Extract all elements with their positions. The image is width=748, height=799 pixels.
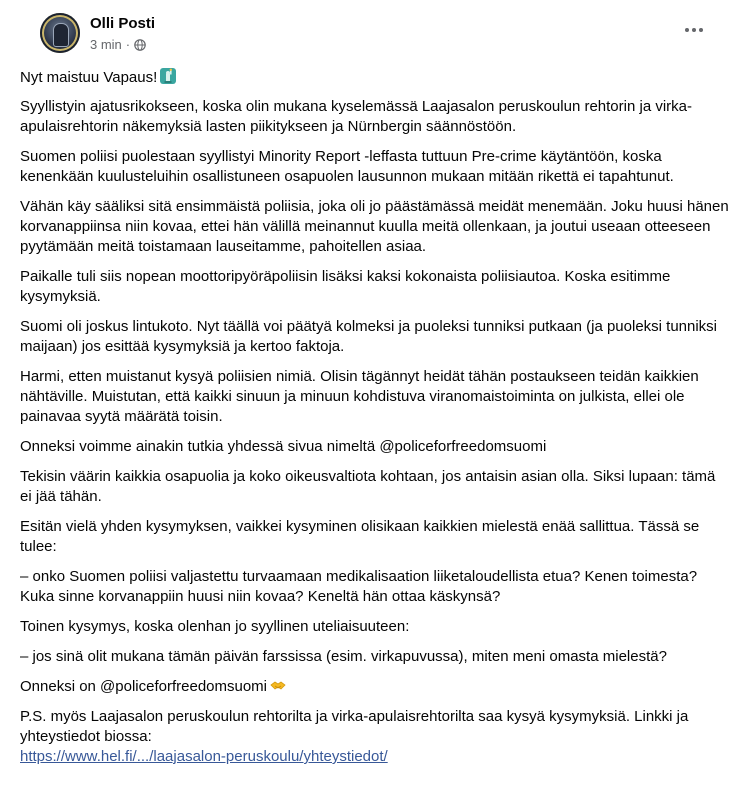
paragraph: Harmi, etten muistanut kysyä poliisien nimiä. Olisin tägännyt heidät tähän postaukseen teidän kaikkien nähtäville. Muistutan, että kaikki sinuun ja minuun kohdistuva viranomaistoiminta on julkista, ellei ole painavaa syytä määrätä toisin. [20, 368, 699, 425]
paragraph: Paikalle tuli siis nopean moottoripyöräpoliisin lisäksi kaksi kokonaista poliisiautoa. Koska esitimme kysymyksiä. [20, 268, 671, 305]
paragraph: Onneksi voimme ainakin tutkia yhdessä sivua nimeltä @policeforfreedomsuomi [20, 438, 547, 455]
contact-link[interactable]: https://www.hel.fi/.../laajasalon-peruskoulu/yhteystiedot/ [20, 748, 388, 765]
paragraph-text: Onneksi on @policeforfreedomsuomi [20, 678, 268, 695]
post-header [20, 0, 728, 64]
post-time[interactable]: 3 min [90, 37, 122, 52]
paragraph: Suomi oli joskus lintukoto. Nyt täällä voi päätyä kolmeksi ja puoleksi tunniksi putkaan (ja puoleksi tunniksi maijaan) jos esittää kysymyksiä ja kertoo faktoja. [20, 318, 718, 355]
avatar-figure-icon [53, 23, 69, 47]
post-content [20, 68, 730, 777]
paragraph: – jos sinä olit mukana tämän päivän farssissa (esim. virkapuvussa), miten meni omasta mielestä? [20, 648, 667, 665]
paragraph: Vähän käy sääliksi sitä ensimmäistä poliisia, joka oli jo päästämässä meidät menemään. Joku huusi hänen korvanappiinsa niin kovaa, ettei hän välillä meinannut kuulla meitä ollenkaan, ja joutui useaan otteeseen pyytämään meitä toistamaan lauseitamme, pahoitellen asiaa. [20, 198, 729, 255]
paragraph [20, 707, 730, 767]
post-meta [90, 36, 146, 54]
paragraph-text: Nyt maistuu Vapaus! [20, 69, 158, 86]
more-dots-icon [684, 27, 704, 33]
statue-of-liberty-emoji-icon [160, 68, 176, 84]
paragraph: Suomen poliisi puolestaan syyllistyi Minority Report -leffasta tuttuun Pre-crime käytäntöön, koska kenenkään kuulusteluihin osallistuneen osapuolen lausunnon mukaan mitään rikettä ei tapahtunut. [20, 148, 674, 185]
globe-icon[interactable] [134, 39, 146, 51]
author-name[interactable]: Olli Posti [90, 15, 156, 32]
paragraph: Toinen kysymys, koska olenhan jo syyllinen uteliaisuuteen: [20, 618, 410, 635]
avatar[interactable] [40, 13, 80, 53]
paragraph: Tekisin väärin kaikkia osapuolia ja koko oikeusvaltiota kohtaan, jos antaisin asian olla. Siksi lupaan: tämä ei jää tähän. [20, 468, 716, 505]
meta-separator: · [125, 37, 131, 52]
more-options-button[interactable] [682, 20, 706, 40]
handshake-emoji-icon [270, 677, 286, 693]
paragraph [20, 68, 730, 88]
paragraph: – onko Suomen poliisi valjastettu turvaamaan medikalisaation liiketaloudellista etua? Kenen toimesta? Kuka sinne korvanappiin huusi niin kovaa? Keneltä hän ottaa käskynsä? [20, 568, 698, 605]
paragraph: Esitän vielä yhden kysymyksen, vaikkei kysyminen olisikaan kaikkien mielestä enää sallittua. Tässä se tulee: [20, 518, 700, 555]
paragraph: Syyllistyin ajatusrikokseen, koska olin mukana kyselemässä Laajasalon peruskoulun rehtorin ja virka-apulaisrehtorin näkemyksiä lasten piikitykseen ja Nürnbergin säännöstöön. [20, 98, 692, 135]
paragraph-text: P.S. myös Laajasalon peruskoulun rehtorilta ja virka-apulaisrehtorilta saa kysyä kysymyksiä. Linkki ja yhteystiedot biossa: [20, 708, 689, 745]
paragraph [20, 677, 730, 697]
